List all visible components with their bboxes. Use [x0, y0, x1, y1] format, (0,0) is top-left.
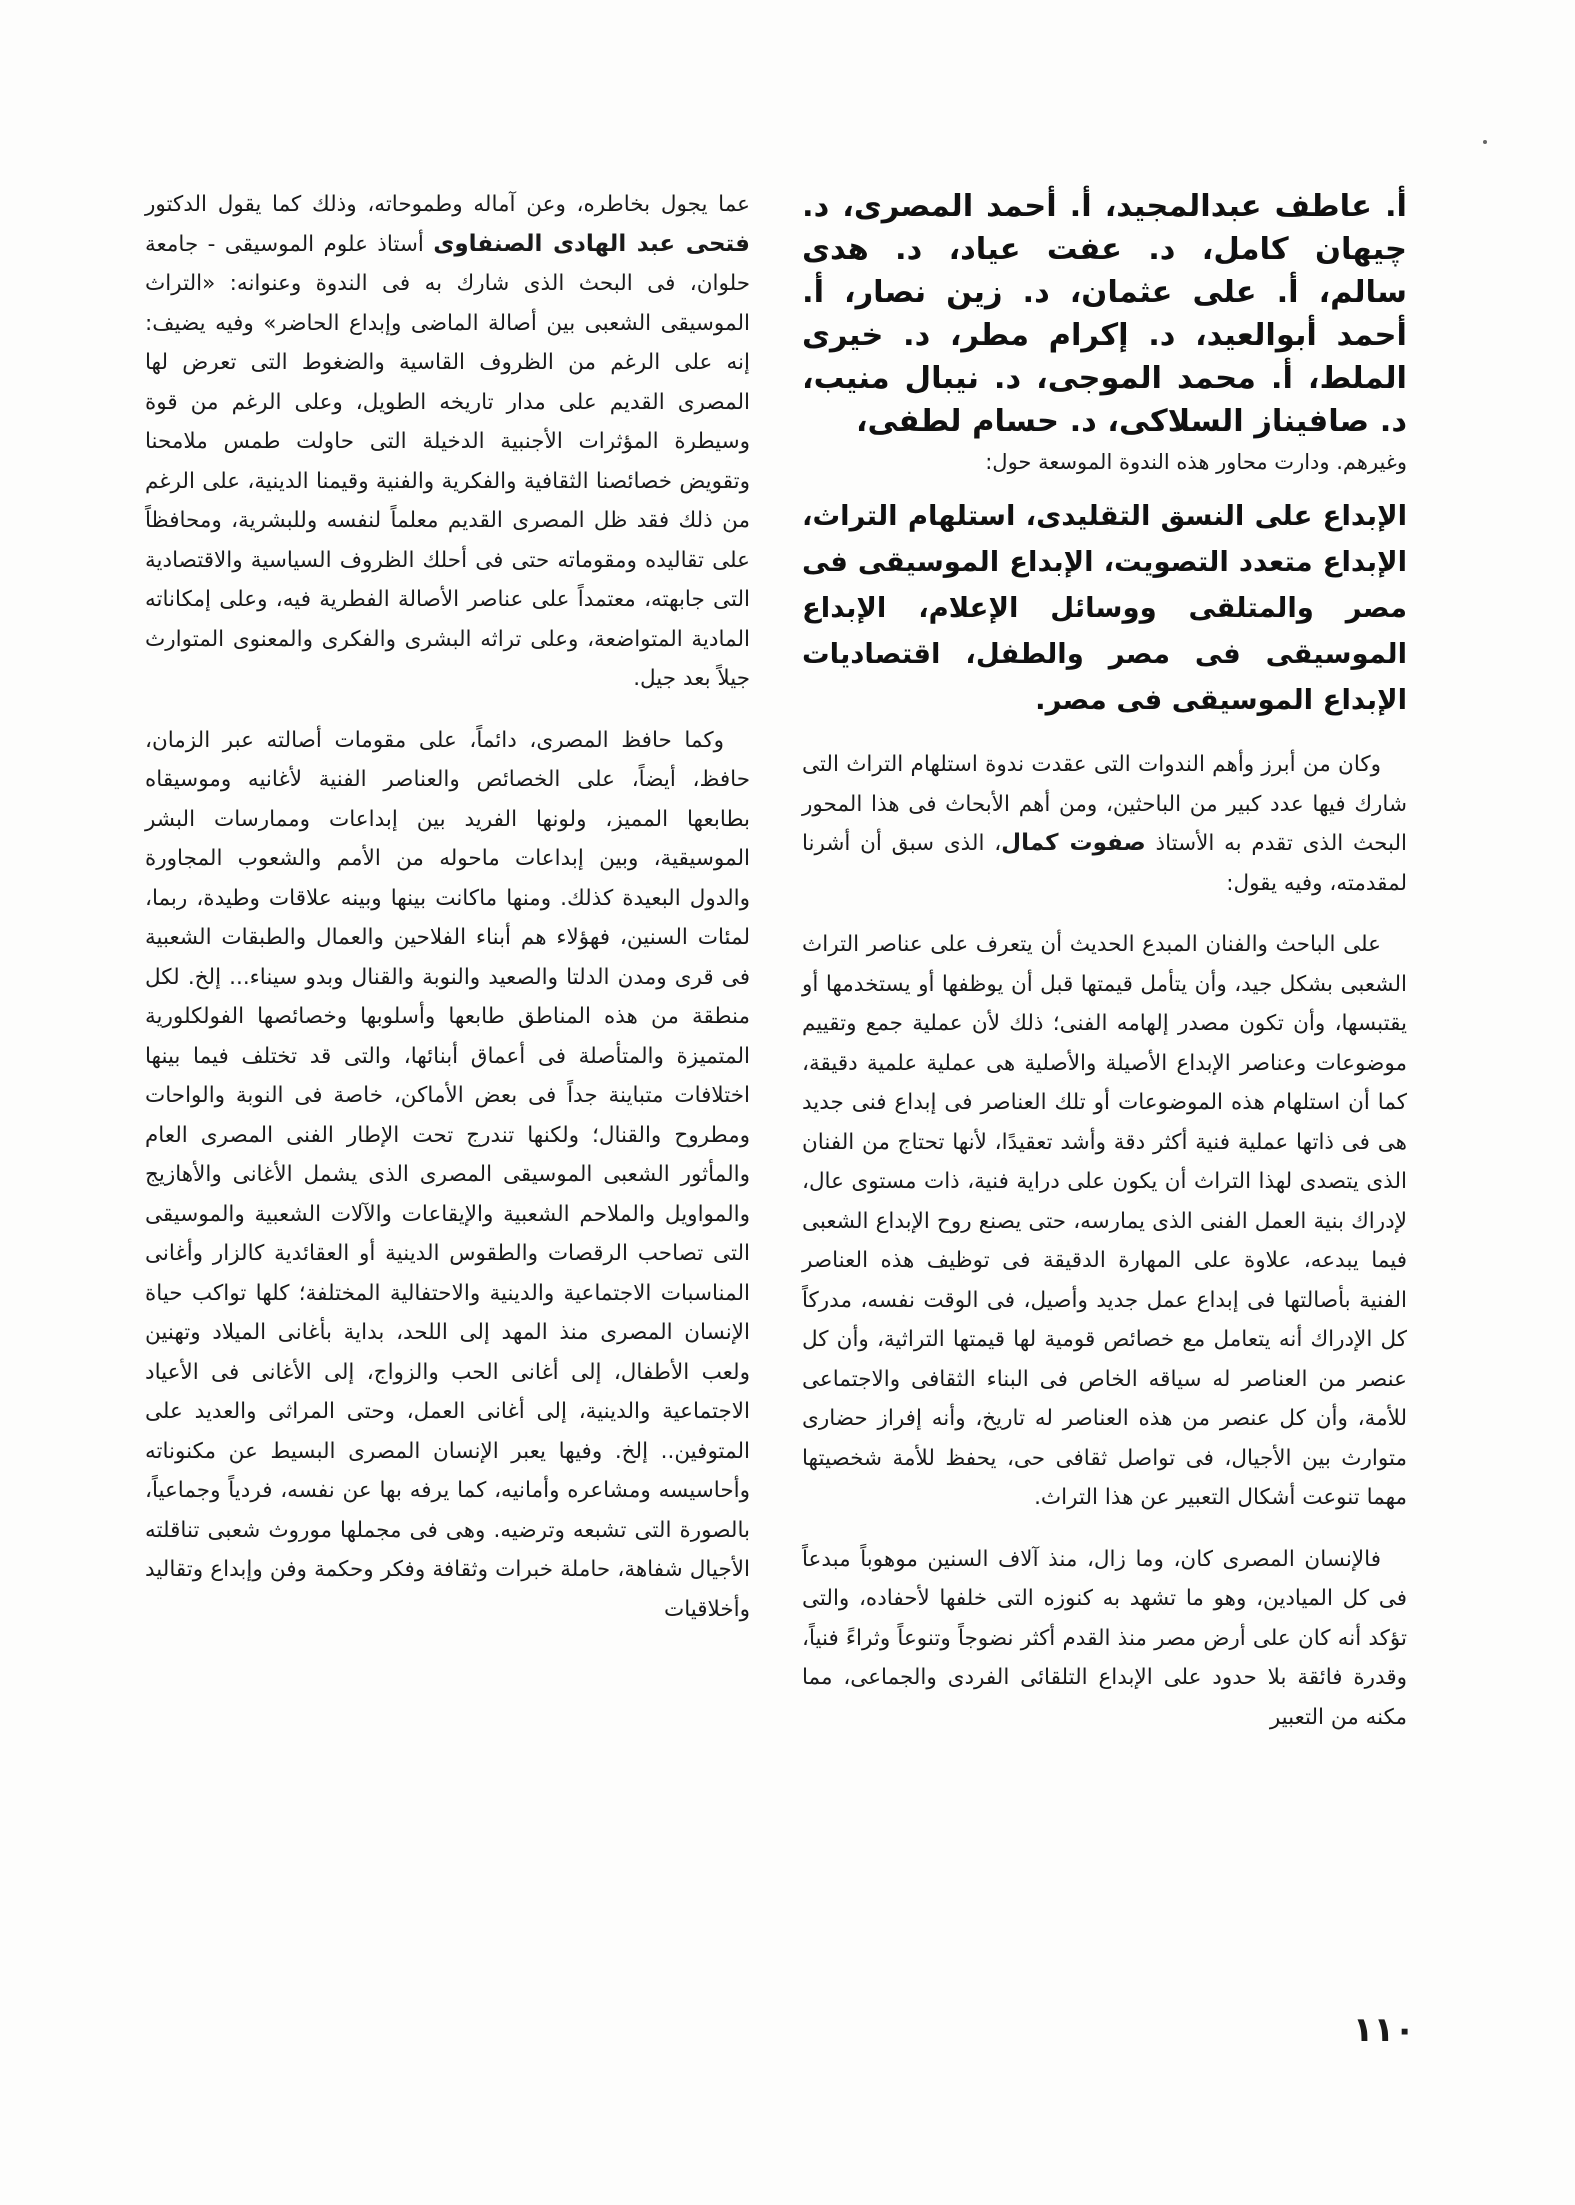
- paragraph: على الباحث والفنان المبدع الحديث أن يتعرف على عناصر التراث الشعبى بشكل جيد، وأن يتأمل قيمتها قبل أن يوظفها أو يستخدمها أو يقتبسها، وأن تكون مصدر إلهامه الفنى؛ ذلك لأن عملية جمع وتقييم موضوعات وعناصر الإبداع الأصيلة والأصلية هى عملية علمية دقيقة، كما أن استلهام هذه الموضوعات أو تلك العناصر فى إبداع فنى جديد هى فى ذاتها عملية فنية أكثر دقة وأشد تعقيدًا، لأنها تحتاج من الفنان الذى يتصدى لهذا التراث أن يكون على دراية فنية، ذات مستوى عال، لإدراك بنية العمل الفنى الذى يمارسه، حتى يصنع روح الإبداع الشعبى فيما يبدعه، علاوة على المهارة الدقيقة فى توظيف هذه العناصر الفنية بأصالتها فى إبداع عمل جديد وأصيل، فى الوقت نفسه، مدركاً كل الإدراك أنه يتعامل مع خصائص قومية لها قيمتها التراثية، وأن كل عنصر من العناصر له سياقه الخاص فى البناء الثقافى والاجتماعى للأمة، وأن كل عنصر من هذه العناصر له تاريخ، وأنه إفراز حضارى متوارث بين الأجيال، فى تواصل ثقافى حى، يحفظ للأمة شخصيتها مهما تنوعت أشكال التعبير عن هذا التراث.: [802, 932, 1407, 1510]
- left-column: [145, 185, 750, 1651]
- paragraph: فالإنسان المصرى كان، وما زال، منذ آلاف السنين موهوباً مبدعاً فى كل الميادين، وهو ما تشهد به كنوزه التى خلفها لأحفاده، والتى تؤكد أنه كان على أرض مصر منذ القدم أكثر نضوجاً وتنوعاً وثراءً فنياً، وقدرة فائقة بلا حدود على الإبداع التلقائى الفردى والجماعى، مما مكنه من التعبير: [802, 1546, 1407, 1730]
- author-name: فتحى عبد الهادى الصنفاوى: [433, 230, 750, 257]
- seminar-topics: الإبداع على النسق التقليدى، استلهام التراث، الإبداع متعدد التصويت، الإبداع الموسيقى فى مصر والمتلقى ووسائل الإعلام، الإبداع الموسيقى فى مصر والطفل، اقتصاديات الإبداع الموسيقى فى مصر.: [802, 500, 1407, 716]
- paragraph-text: ، الذى سبق أن أشرنا لمقدمته، وفيه يقول:: [802, 831, 1407, 896]
- author-name: صفوت كمال: [1001, 830, 1146, 856]
- paragraph: [145, 185, 750, 699]
- page-number: ١١٠: [1352, 2010, 1415, 2050]
- paragraph-text: وكان من أبرز وأهم الندوات التى عقدت ندوة استلهام التراث التى شارك فيها عدد كبير من الباحثين، ومن أهم الأبحاث فى هذا المحور البحث الذى تقدم به الأستاذ: [802, 752, 1407, 856]
- paragraph: وكما حافظ المصرى، دائماً، على مقومات أصالته عبر الزمان، حافظ، أيضاً، على الخصائص والعناصر الفنية لأغانيه وموسيقاه بطابعها المميز، ولونها الفريد بين إبداعات وممارسات البشر الموسيقية، وبين إبداعات ماحوله من الأمم والشعوب المجاورة والدول البعيدة كذلك. ومنها ماكانت بينها وبينه علاقات وطيدة، ربما، لمئات السنين، فهؤلاء هم أبناء الفلاحين والعمال والطبقات الشعبية فى قرى ومدن الدلتا والصعيد والنوبة والقنال وبدو سيناء... إلخ. لكل منطقة من هذه المناطق طابعها وأسلوبها وخصائصها الفولكلورية المتميزة والمتأصلة فى أعماق أبنائها، والتى قد تختلف فيما بينها اختلافات متباينة جداً فى بعض الأماكن، خاصة فى النوبة والواحات ومطروح والقنال؛ ولكنها تندرج تحت الإطار الفنى المصرى العام والمأثور الشعبى الموسيقى المصرى الذى يشمل الأغانى والأهازيج والمواويل والملاحم الشعبية والإيقاعات والآلات الشعبية والموسيقى التى تصاحب الرقصات والطقوس الدينية أو العقائدية كالزار وأغانى المناسبات الاجتماعية والدينية والاحتفالية المختلفة؛ كلها تواكب حياة الإنسان المصرى منذ المهد إلى اللحد، بداية بأغانى الميلاد وتهنين ولعب الأطفال، إلى أغانى الحب والزواج، إلى الأغانى فى الأعياد الاجتماعية والدينية، إلى أغانى العمل، وحتى المراثى والعديد على المتوفين.. إلخ. وفيها يعبر الإنسان المصرى البسيط عن مكنوناته وأحاسيسه ومشاعره وأمانيه، كما يرفه بها عن نفسه، فردياً وجماعياً، بالصورة التى تشبعه وترضيه. وهى فى مجملها موروث شعبى تناقلته الأجيال شفاهة، حاملة خبرات وثقافة وفكر وحكمة وفن وإبداع وتقاليد وأخلاقيات: [145, 727, 750, 1622]
- margin-speck: [1483, 140, 1487, 144]
- axes-intro: وغيرهم. ودارت محاور هذه الندوة الموسعة حول:: [985, 450, 1407, 474]
- paragraph-text: أستاذ علوم الموسيقى - جامعة حلوان، فى البحث الذى شارك به فى الندوة وعنوانه: «التراث الموسيقى الشعبى بين أصالة الماضى وإبداع الحاضر» وفيه يضيف: إنه على الرغم من الظروف القاسية والضغوط التى تعرض لها المصرى القديم على مدار تاريخه الطويل، وعلى الرغم من قوة وسيطرة المؤثرات الأجنبية الدخيلة التى حاولت طمس ملامحنا وتقويض خصائصنا الثقافية والفكرية والفنية وقيمنا الدينية، على الرغم من ذلك فقد ظل المصرى القديم معلماً لنفسه وللبشرية، ومحافظاً على تقاليده ومقوماته حتى فى أحلك الظروف السياسية والاقتصادية التى جابهته، معتمداً على عناصر الأصالة الفطرية فيه، وعلى إمكاناته المادية المتواضعة، وعلى تراثه البشرى والفكرى والمعنوى المتوارث جيلاً بعد جيل.: [145, 231, 750, 691]
- participants-list: أ. عاطف عبدالمجيد، أ. أحمد المصرى، د. چيهان كامل، د. عفت عياد، د. هدى سالم، أ. على عثمان، د. زين نصار، أ. أحمد أبوالعيد، د. إكرام مطر، د. خيرى الملط، أ. محمد الموجى، د. نيبال منيب، د. صافيناز السلاكى، د. حسام لطفى،: [802, 189, 1407, 439]
- paragraph-text: عما يجول بخاطره، وعن آماله وطموحاته، وذلك كما يقول الدكتور: [145, 192, 750, 217]
- paragraph: [802, 745, 1407, 903]
- right-column: [802, 185, 1407, 1759]
